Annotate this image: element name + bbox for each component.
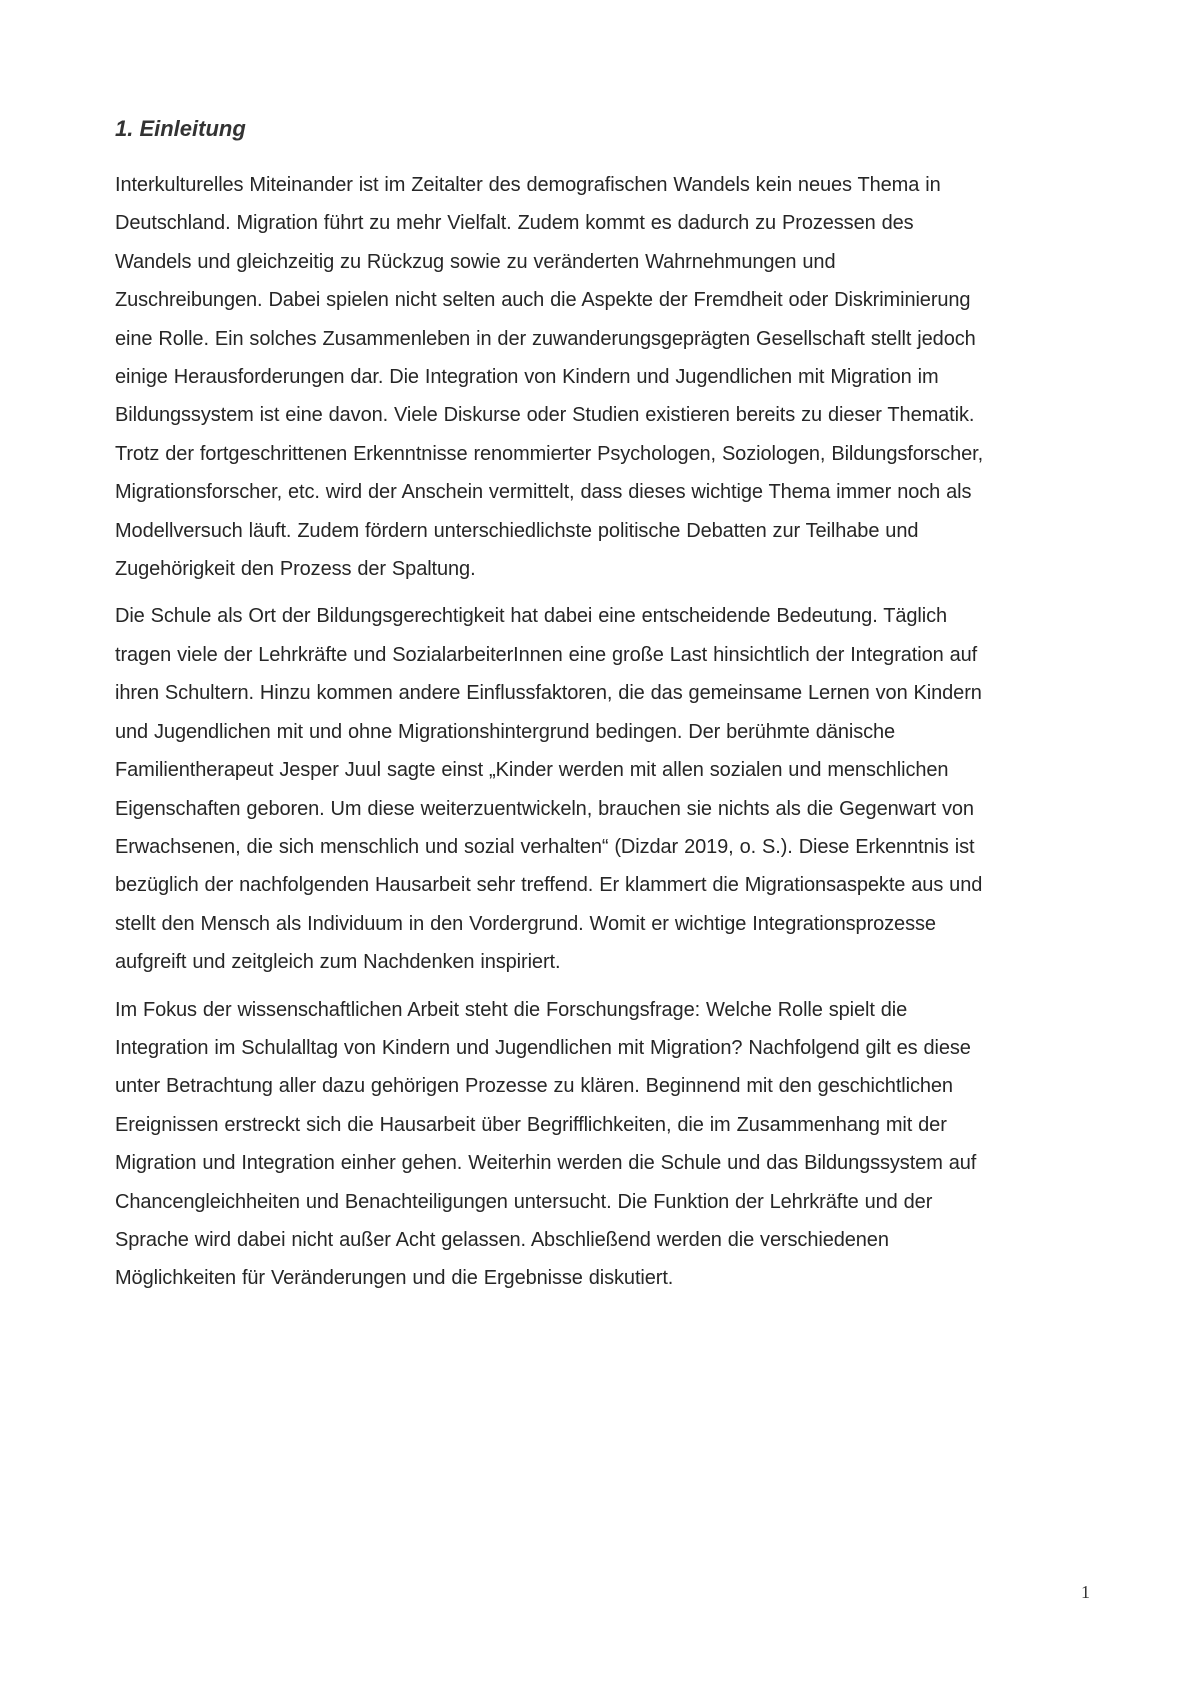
paragraph-2 [115, 597, 1095, 981]
paragraph-3 [115, 991, 1095, 1298]
text-line: Eigenschaften geboren. Um diese weiterzuentwickeln, brauchen sie nichts als die Gegenwart von [115, 797, 974, 820]
text-line: und Jugendlichen mit und ohne Migrationshintergrund bedingen. Der berühmte dänische [115, 720, 896, 743]
text-line: Migration und Integration einher gehen. Weiterhin werden die Schule und das Bildungssystem auf [115, 1152, 977, 1175]
text-line: Wandels und gleichzeitig zu Rückzug sowie zu veränderten Wahrnehmungen und [115, 250, 836, 273]
page-number: 1 [1081, 1582, 1090, 1602]
text-line: Sprache wird dabei nicht außer Acht gelassen. Abschließend werden die verschiedenen [115, 1228, 889, 1251]
text-line: Im Fokus der wissenschaftlichen Arbeit steht die Forschungsfrage: Welche Rolle spielt die [115, 998, 908, 1021]
text-line: Migrationsforscher, etc. wird der Anschein vermittelt, dass dieses wichtige Thema immer noch als [115, 481, 972, 504]
text-line: Interkulturelles Miteinander ist im Zeitalter des demografischen Wandels kein neues Thema in [115, 174, 941, 196]
text-line: ihren Schultern. Hinzu kommen andere Einflussfaktoren, die das gemeinsame Lernen von Kindern [115, 682, 982, 705]
text-line: Zugehörigkeit den Prozess der Spaltung. [115, 558, 476, 581]
text-line: unter Betrachtung aller dazu gehörigen Prozesse zu klären. Beginnend mit den geschichtlichen [115, 1075, 953, 1098]
text-line: Chancengleichheiten und Benachteiligungen untersucht. Die Funktion der Lehrkräfte und der [115, 1190, 933, 1213]
text-line: Bildungssystem ist eine davon. Viele Diskurse oder Studien existieren bereits zu dieser Thematik. [115, 404, 975, 427]
text-line: einige Herausforderungen dar. Die Integration von Kindern und Jugendlichen mit Migration im [115, 366, 939, 389]
text-line: Erwachsenen, die sich menschlich und sozial verhalten“ (Dizdar 2019, o. S.). Diese Erkenntnis ist [115, 835, 975, 858]
text-line: Möglichkeiten für Veränderungen und die Ergebnisse diskutiert. [115, 1267, 674, 1290]
text-line: Integration im Schulalltag von Kindern und Jugendlichen mit Migration? Nachfolgend gilt es diese [115, 1036, 971, 1059]
text-line: bezüglich der nachfolgenden Hausarbeit sehr treffend. Er klammert die Migrationsaspekte aus und [115, 874, 983, 897]
text-line: Deutschland. Migration führt zu mehr Vielfalt. Zudem kommt es dadurch zu Prozessen des [115, 212, 914, 235]
page-content [115, 112, 1095, 1307]
section-heading: 1. Einleitung [115, 116, 246, 141]
text-line: Trotz der fortgeschrittenen Erkenntnisse renommierter Psychologen, Soziologen, Bildungsforscher, [115, 442, 984, 465]
text-line: Familientherapeut Jesper Juul sagte einst „Kinder werden mit allen sozialen und menschlichen [115, 759, 949, 782]
text-line: Zuschreibungen. Dabei spielen nicht selten auch die Aspekte der Fremdheit oder Diskriminierung [115, 289, 971, 312]
text-line: Modellversuch läuft. Zudem fördern unterschiedlichste politische Debatten zur Teilhabe und [115, 519, 919, 542]
paragraph-1 [115, 166, 1095, 588]
text-line: aufgreift und zeitgleich zum Nachdenken inspiriert. [115, 951, 561, 974]
text-line: eine Rolle. Ein solches Zusammenleben in der zuwanderungsgeprägten Gesellschaft stellt jedoch [115, 327, 976, 350]
text-line: Ereignissen erstreckt sich die Hausarbeit über Begrifflichkeiten, die im Zusammenhang mit der [115, 1113, 947, 1136]
text-line: stellt den Mensch als Individuum in den Vordergrund. Womit er wichtige Integrationsprozesse [115, 912, 936, 935]
text-line: tragen viele der Lehrkräfte und SozialarbeiterInnen eine große Last hinsichtlich der Integration auf [115, 643, 978, 666]
text-line: Die Schule als Ort der Bildungsgerechtigkeit hat dabei eine entscheidende Bedeutung. Täglich [115, 605, 948, 628]
